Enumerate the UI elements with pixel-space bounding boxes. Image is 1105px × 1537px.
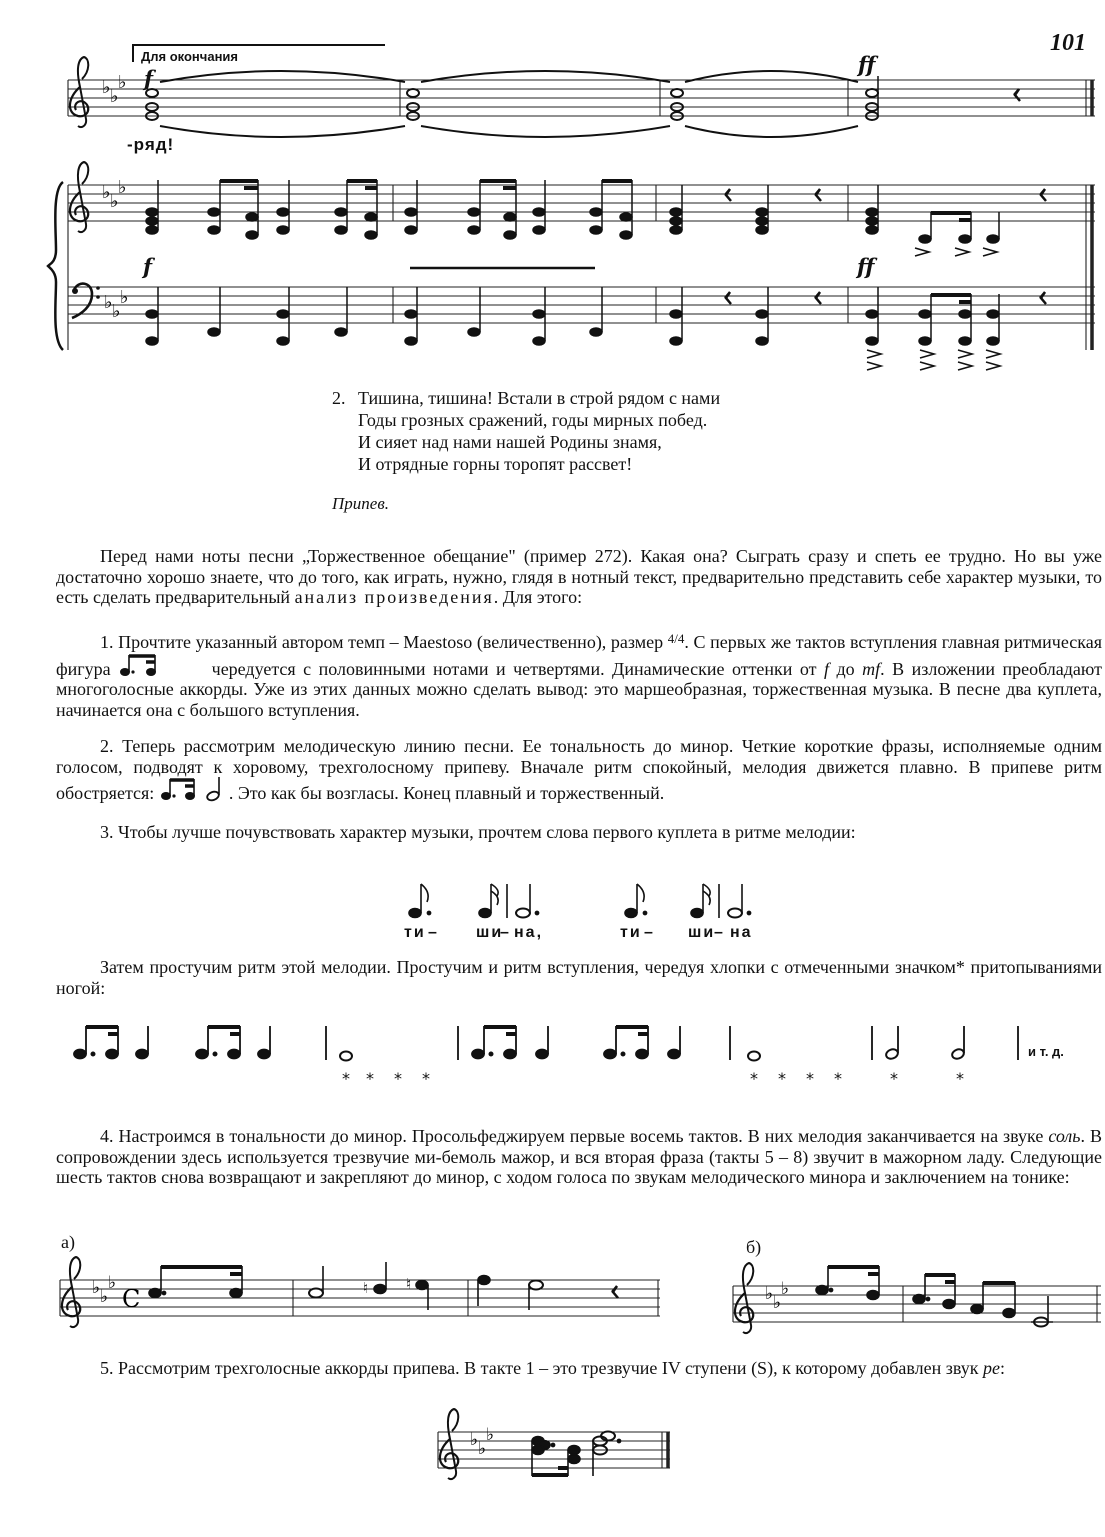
text-sol: соль [1048, 1126, 1081, 1146]
svg-text:♭: ♭ [478, 1439, 487, 1459]
paragraph-intro [56, 546, 1102, 608]
example-b-staff [733, 1266, 1103, 1346]
chord-example-staff [438, 1420, 678, 1500]
text-point-4a: 4. Настроимся в тональности до минор. Просольфеджируем первые восемь тактов. В них мелодия заканчивается на звуке [100, 1126, 1049, 1146]
ending-label: Для окончания [141, 49, 238, 64]
verse-line: И отрядные горны торопят рассвет! [358, 454, 633, 474]
rhythm-example-tishina [405, 878, 785, 928]
syllable: ши [688, 924, 716, 941]
page-number: 101 [1050, 30, 1086, 56]
svg-text:*: * [956, 1069, 964, 1088]
paragraph-point-5 [56, 1358, 1102, 1379]
svg-text:♭: ♭ [102, 77, 111, 98]
text-re: ре [983, 1358, 1000, 1378]
verse-line: Годы грозных сражений, годы мирных побед. [358, 410, 708, 430]
text-point-5a: 5. Рассмотрим трехголосные аккорды припева. В такте 1 – это трезвучие IV ступени (S), к которому добавлен звук [100, 1358, 983, 1378]
svg-text:*: * [422, 1069, 430, 1088]
text-point-1d: . В изложении преобладают многоголосные аккорды. Уже из этих данных можно сделать вывод: это маршеобразная, торжественная музыка. В песне два куплета, начинается она с большого вступления. [56, 658, 1103, 720]
svg-text:♭: ♭ [100, 1287, 109, 1307]
svg-text:*: * [366, 1069, 374, 1088]
bass-rests [725, 292, 1046, 304]
text-point-2b: . Это как бы возгласы. Конец плавный и торжественный. [228, 783, 665, 804]
time-signature-text: 4/4 [667, 631, 685, 646]
dynamic-piano-f: f [143, 254, 153, 279]
music-score [0, 0, 1105, 380]
verse-line: Тишина, тишина! Встали в строй рядом с нами [358, 388, 721, 408]
svg-text:*: * [834, 1069, 842, 1088]
piano-bass-staff [68, 287, 1095, 323]
svg-text:♭: ♭ [486, 1425, 495, 1445]
text-intro: Перед нами ноты песни „Торжественное обещание" (пример 272). Какая она? Сыграть сразу и спеть ее трудно. Но вы уже достаточно хорошо знаете, что до того, как играть, нужно, глядя в нотный текст, предварительно представить себе характер музыки, то есть сделать предварительный [56, 546, 1102, 608]
syllable: на [730, 924, 753, 941]
svg-text:*: * [890, 1069, 898, 1088]
lyric-ryad: -ряд! [127, 135, 175, 154]
paragraph-clap [56, 957, 1102, 998]
text-point-2a: 2. Теперь рассмотрим мелодическую линию песни. Ее тональность до минор. Четкие короткие фразы, исполняемые одним голосом, подводят к хоровому, трехголосному припеву. Вначале ритм спокойный, мелодия движется плавно. В припеве ритм обостряется: [56, 736, 1102, 804]
rhythm-figure-icon [118, 653, 164, 679]
svg-text:*: * [806, 1069, 814, 1088]
example-a-staff [60, 1260, 680, 1340]
syllable: ти [404, 924, 426, 941]
dynamic-voice-ff: ff [858, 52, 876, 77]
text-point-4b: . В сопровождении здесь используется трезвучие ми-бемоль мажор, и вся вторая фраза (такты 5 – 8) звучит в мажорном ладу. Следующие шесть тактов снова возвращают и закрепляют до минор, с ходом голоса по звукам мелодического минора и заключением на тонике: [56, 1126, 1102, 1188]
svg-text:♭: ♭ [104, 292, 113, 313]
text-point-1a: 1. Прочтите указанный автором темп – Maestoso (величественно), размер [100, 632, 668, 652]
verse-line: И сияет над нами нашей Родины знамя, [358, 432, 662, 452]
refrain-label: Припев. [332, 494, 389, 513]
text-spaced: анализ произведения [294, 587, 494, 608]
dynamic-mf-text: mf [862, 658, 881, 679]
text-point-3: 3. Чтобы лучше почувствовать характер музыки, прочтем слова первого куплета в ритме мелодии: [100, 822, 856, 842]
text-point-1b: . С первых же тактов вступления главная ритмическая фигура [56, 632, 1102, 679]
syllable: ши [476, 924, 504, 941]
syllable: ти [620, 924, 642, 941]
syllable: на, [514, 924, 544, 941]
dynamic-piano-ff: ff [857, 254, 875, 279]
svg-text:♭: ♭ [765, 1284, 774, 1304]
clap-rhythm-line [70, 1020, 1050, 1090]
svg-text:♮: ♮ [363, 1279, 369, 1297]
text-do: до [829, 658, 863, 679]
example-a-label: а) [61, 1232, 75, 1252]
text-intro-end: . Для этого: [493, 587, 583, 608]
verse-number: 2. [332, 388, 346, 408]
text-point-5b: : [1000, 1358, 1006, 1378]
svg-text:♮: ♮ [406, 1275, 412, 1293]
svg-text:C: C [122, 1285, 141, 1313]
example-b-label: б) [746, 1237, 762, 1257]
bass-accents [867, 350, 1000, 370]
svg-text:*: * [342, 1069, 350, 1088]
treble-accents [915, 248, 997, 256]
svg-text:♭: ♭ [110, 191, 119, 212]
paragraph-point-4 [56, 1126, 1102, 1188]
svg-text:*: * [394, 1069, 402, 1088]
text-point-1c: чередуется с половинными нотами и четвертями. Динамические оттенки от [211, 658, 825, 679]
paragraph-point-3 [56, 822, 1102, 843]
svg-text:*: * [750, 1069, 758, 1088]
svg-text:♭: ♭ [118, 72, 127, 93]
voice-chords [146, 71, 858, 137]
etc-label: и т. д. [1028, 1044, 1064, 1059]
svg-text:♭: ♭ [110, 86, 119, 107]
paragraph-point-1 [56, 629, 1102, 720]
svg-text:♭: ♭ [773, 1293, 782, 1313]
svg-text:♭: ♭ [120, 287, 129, 308]
treble-rests [725, 189, 1046, 201]
verse-2 [332, 387, 720, 475]
paragraph-point-2 [56, 736, 1102, 804]
svg-text:*: * [778, 1069, 786, 1088]
sharp-rhythm-icon [159, 777, 229, 803]
svg-text:♭: ♭ [92, 1278, 101, 1298]
svg-text:♭: ♭ [108, 1273, 117, 1293]
voice-staff [68, 80, 1095, 116]
svg-text:♭: ♭ [118, 177, 127, 198]
svg-text:♭: ♭ [102, 182, 111, 203]
dynamic-f-text: f [824, 658, 830, 679]
text-clap: Затем простучим ритм этой мелодии. Простучим и ритм вступления, чередуя хлопки с отмеченными значком* притопываниями ногой: [56, 957, 1102, 998]
svg-text:♭: ♭ [470, 1430, 479, 1450]
svg-text:♭: ♭ [112, 301, 121, 322]
dynamic-voice-f: f [144, 66, 154, 91]
svg-text:♭: ♭ [781, 1279, 790, 1299]
